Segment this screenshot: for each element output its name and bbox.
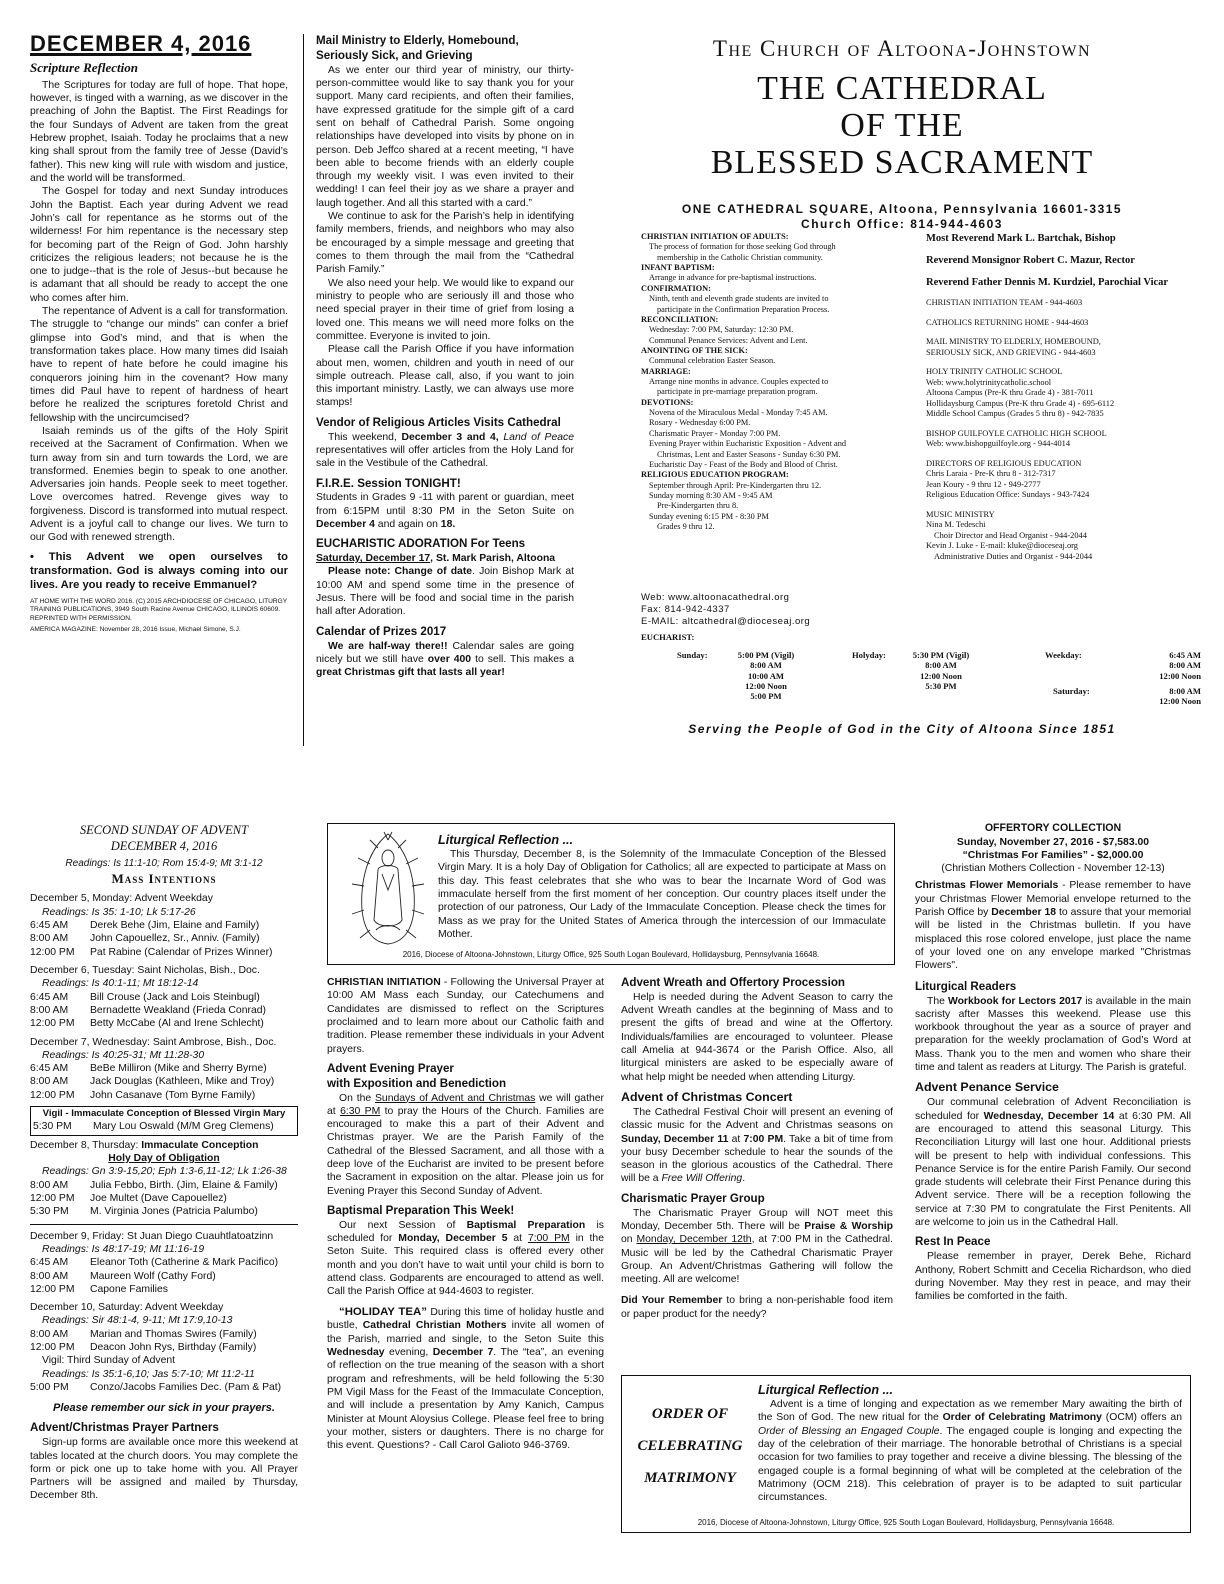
staff-group — [926, 367, 1196, 420]
sacrament-heading: RECONCILIATION: — [641, 314, 719, 324]
third-sunday-label: Vigil: Third Sunday of Advent — [42, 1355, 176, 1367]
penance-text: Our communal celebration of Advent Reconciliation is scheduled for Wednesday, December 14 at 6:30 PM. All are encouraged to attend this seasonal Liturgy. This Reconciliation Liturgy will last one hour. Additional priests will be present to help with individual confessions. This Penance Service is for the entire Parish Family. Our second grade students will celebrate their First Penance during this Advent service. There will be a reception following the service at 7:30 PM to congratulate the First Penitents. All are welcome to join us in the Cathedral Hall. — [915, 1097, 1191, 1229]
mass-intentions-heading: Mass Intentions — [111, 870, 217, 886]
announcements-column-b — [621, 976, 893, 1321]
remember-sick: Please remember our sick in your prayers. — [53, 1402, 275, 1415]
mass-time: 5:30 PM (Vigil) — [912, 650, 970, 660]
sacrament-detail: Pre-Kindergarten thru 8. — [657, 501, 739, 511]
intention-time: 6:45 AM — [30, 1257, 69, 1269]
intention-time: 12:00 PM — [30, 1089, 75, 1101]
liturgical-reflection-content — [438, 832, 886, 941]
intention-readings: Readings: Is 35:1-6,10; Jas 5:7-10; Mt 11:2-11 — [42, 1368, 255, 1380]
intention-time: 8:00 AM — [30, 1076, 69, 1088]
intention-time: 6:45 AM — [30, 920, 69, 932]
readers-text: The Workbook for Lectors 2017 is available in the main sacristy after Masses this weekend. Please use this workbook throughout the year as a source of prayer and preparation for the weekly proclamation of God’s Word at Mass. Thank you to the men and women who share their time and talent as readers at Liturgy. The Parish is grateful. — [915, 995, 1191, 1074]
tagline: Serving the People of God in the City of Altoona Since 1851 — [688, 722, 1116, 736]
sacrament-detail: Eucharistic Day - Feast of the Body and Blood of Christ. — [649, 459, 838, 469]
liturgy-office-credit: 2016, Diocese of Altoona-Johnstown, Liturgy Office, 925 South Logan Boulevard, Hollidaysburg, Pennsylvania 16648. — [402, 950, 820, 959]
intention-readings: Readings: Is 48:17-19; Mt 11:16-19 — [42, 1243, 205, 1255]
intention-time: 12:00 PM — [30, 1283, 75, 1295]
staff-group — [926, 318, 1196, 329]
immaculate-day: December 8, Thursday: Immaculate Conception — [30, 1139, 259, 1151]
staff-detail: Administrative Duties and Organist - 944-2044 — [934, 551, 1093, 561]
staff-group — [926, 298, 1196, 309]
intention-name: Julia Febbo, Birth. (Jim, Elaine & Family) — [90, 1179, 278, 1191]
intention-day: December 5, Monday: Advent Weekday — [30, 893, 213, 905]
sunday-label: Sunday: — [677, 650, 708, 660]
sacrament-heading: RELIGIOUS EDUCATION PROGRAM: — [641, 470, 789, 480]
staff-detail: Choir Director and Head Organist - 944-2044 — [934, 530, 1087, 540]
email-link[interactable]: E-MAIL: altcathedral@dioceseaj.org — [641, 616, 811, 628]
church-name: The Church of Altoona-Johnstown — [712, 36, 1092, 61]
scripture-paragraph: The repentance of Advent is a call for transformation. The struggle to “change our minds” can confer a brief glimpse into God’s mind, and that is when the transformation takes place. How many times did Isaiah have to repent of hate before he could imagine his conquerors joining him in the covenant? How many times did Paul have to repent of hardness of heart before he realized the scriptures foretold Christ and fellowship with the uncircumcised? — [30, 306, 288, 424]
intention-row — [30, 1341, 298, 1354]
intention-row — [30, 932, 298, 945]
masthead — [604, 34, 1200, 232]
church-office-phone: Church Office: 814-944-4603 — [801, 216, 1003, 231]
staff-detail: Web: www.bishopguilfoyle.org - 944-4014 — [926, 439, 1071, 449]
staff-list — [926, 298, 1196, 562]
sacrament-detail: participate in pre-marriage preparation program. — [657, 387, 818, 397]
baptism-title: Baptismal Preparation This Week! — [327, 1204, 515, 1218]
sacrament-detail: Communal Penance Services: Advent and Lent. — [649, 335, 808, 345]
staff-detail: Nina M. Tedeschi — [926, 520, 986, 530]
mass-time: 12:00 Noon — [920, 670, 962, 681]
weekday-times — [1111, 650, 1201, 681]
mail-ministry-text: We continue to ask for the Parish’s help in identifying family members, friends, and neighbors who may also be encouraged by a simple message and greeting that comes to them through the mail from the “Cathedral Parish Family.” — [316, 211, 574, 276]
baptism-text: Our next Session of Baptismal Preparation is scheduled for Monday, December 5 at 7:00 PM in the Seton Suite. This required class is offered every other month and you don’t have to wait until your child is born to attend class. Godparents are encouraged to attend as well. Call the Parish Office at 944-4603 to register. — [327, 1219, 604, 1298]
intention-readings: Readings: Gn 3:9-15,20; Eph 1:3-6,11-12; Lk 1:26-38 — [42, 1166, 287, 1178]
vendor-text: This weekend, December 3 and 4, Land of Peace representatives will offer articles from the Holy Land for sale in the Vestibule of the Cathedral. — [316, 431, 574, 470]
sacrament-detail: Novena of the Miraculous Medal - Monday 7:45 AM. — [649, 408, 828, 418]
sacrament-detail: Communal celebration Easter Season. — [649, 356, 776, 366]
intention-row — [30, 1270, 298, 1283]
clergy-bishop: Most Reverend Mark L. Bartchak, Bishop — [926, 233, 1116, 244]
mass-time: 12:00 Noon — [1159, 670, 1201, 681]
staff-detail: Altoona Campus (Pre-K thru Grade 4) - 381-7011 — [926, 388, 1094, 398]
staff-detail: SERIOUSLY SICK, AND GRIEVING - 944-4603 — [926, 347, 1096, 357]
fax-number: Fax: 814-942-4337 — [641, 604, 730, 616]
church-address: ONE CATHEDRAL SQUARE, Altoona, Pennsylvania 16601-3315 — [681, 201, 1123, 216]
intention-day: December 7, Wednesday: Saint Ambrose, Bish., Doc. — [30, 1036, 277, 1048]
intention-row — [30, 1256, 298, 1269]
vendor-title: Vendor of Religious Articles Visits Cathedral — [316, 415, 561, 429]
intention-list — [30, 1230, 298, 1355]
sacrament-detail: participate in the Confirmation Preparation Process. — [657, 304, 830, 314]
sacrament-detail: Grades 9 thru 12. — [657, 522, 715, 532]
intention-name: Maureen Wolf (Cathy Ford) — [90, 1270, 216, 1282]
matrimony-reflection-box — [621, 1375, 1191, 1533]
sunday-date: DECEMBER 4, 2016 — [110, 839, 218, 853]
matrimony-reflection-title: Liturgical Reflection ... — [758, 1383, 894, 1397]
intention-name: Joe Multet (Dave Capouellez) — [90, 1192, 227, 1204]
intention-row — [30, 1328, 298, 1341]
holy-day-obligation: Holy Day of Obligation — [108, 1153, 220, 1164]
intention-time: 5:30 PM — [30, 1206, 69, 1218]
sacraments-list — [641, 232, 911, 532]
wreath-title: Advent Wreath and Offertory Procession — [621, 976, 845, 989]
intention-row — [30, 1075, 298, 1088]
intention-name: M. Virginia Jones (Patricia Palumbo) — [90, 1206, 258, 1218]
sacrament-heading: ANOINTING OF THE SICK: — [641, 345, 748, 355]
mail-ministry-text: As we enter our third year of ministry, our thirty-person-committee would like to say thank you for your support. Many card recipients, and often their families, have expressed gratitude for the simple gift of a card sent on behalf of Cathedral Parish. Some ongoing relationships have developed into visits by phone on in person. Deb Jeffco shared at a recent meeting, “I have been able to become friends with an elderly couple through my weekly visit. I was even invited to their wedding! I can feel their joy as we share a prayer and laugh together. And all this started with a card.” — [316, 64, 574, 209]
intention-name: Pat Rabine (Calendar of Prizes Winner) — [90, 946, 273, 958]
mail-ministry-text: Please call the Parish Office if you have information about men, women, children and youth in need of our simple outreach. Please call, also, if you want to join this important ministry. Lastly, we can always use more stamps! — [316, 344, 574, 409]
intention-readings: Readings: Sir 48:1-4, 9-11; Mt 17:9,10-13 — [42, 1315, 233, 1327]
intention-readings: Readings: Is 40:25-31; Mt 11:28-30 — [42, 1049, 205, 1061]
mass-time: 12:00 Noon — [745, 680, 787, 691]
rip-text: Please remember in prayer, Derek Behe, Richard Anthony, Robert Schmitt and Cecelia Richardson, who died during November. May they rest in peace, and may their families be comforted in the faith. — [915, 1251, 1191, 1303]
offertory-note: (Christian Mothers Collection - November 12-13) — [941, 863, 1165, 875]
liturgical-reflection-text: This Thursday, December 8, is the Solemnity of the Immaculate Conception of the Blessed Virgin Mary. It is a holy Day of Obligation for Catholics; all are expected to participate at Mass on this day. This feast celebrates that she who was to bear the Incarnate Word of God was immaculate herself from the first moment of her conception. Our country places itself under the protection of our patroness, Our Lady of the Immaculate Conception. Please check the times for Mass as we pray for the United States of America through the intercession of our Immaculate Mother. — [438, 849, 886, 940]
sacrament-detail: Rosary - Wednesday 6:00 PM. — [649, 418, 751, 428]
rip-title: Rest In Peace — [915, 1235, 991, 1249]
sacrament-detail: Arrange nine months in advance. Couples expected to — [649, 377, 829, 387]
intention-time: 12:00 PM — [30, 1018, 75, 1030]
fire-title: F.I.R.E. Session TONIGHT! — [316, 476, 461, 490]
saturday-label: Saturday: — [1053, 686, 1090, 696]
staff-heading: CATHOLICS RETURNING HOME - 944-4603 — [926, 317, 1089, 327]
sacrament-detail: Sunday morning 8:30 AM - 9:45 AM — [649, 490, 773, 500]
intention-list — [30, 892, 298, 1102]
mail-ministry-title: Mail Ministry to Elderly, Homebound, Seriously Sick, and Grieving — [316, 34, 519, 62]
intention-time: 6:45 AM — [30, 1063, 69, 1075]
intention-row — [30, 919, 298, 932]
sacrament-heading: CHRISTIAN INITIATION OF ADULTS: — [641, 232, 789, 241]
intention-name: Betty McCabe (Al and Irene Schlecht) — [90, 1018, 264, 1030]
announcements-column-a — [327, 976, 604, 1452]
intention-time: 6:45 AM — [30, 991, 69, 1003]
staff-detail: Religious Education Office: Sundays - 943-7424 — [926, 490, 1090, 500]
sacrament-detail: Ninth, tenth and eleventh grade students are invited to — [649, 294, 829, 304]
clergy-rector: Reverend Monsignor Robert C. Mazur, Rector — [926, 255, 1135, 267]
staff-detail: Web: www.holytrinitycatholic.school — [926, 377, 1052, 387]
liturgical-reflection-box — [327, 823, 895, 965]
adoration-title: EUCHARISTIC ADORATION For Teens — [316, 537, 526, 551]
intention-name: Eleanor Toth (Catherine & Mark Pacifico) — [90, 1257, 279, 1269]
contact-info — [641, 592, 921, 628]
cathedral-title: THE CATHEDRAL — [757, 70, 1047, 108]
intention-time: 8:00 AM — [30, 1328, 69, 1340]
intention-row — [30, 1089, 298, 1102]
staff-heading: MAIL MINISTRY TO ELDERLY, HOMEBOUND, — [926, 337, 1101, 347]
intention-time: 12:00 PM — [30, 946, 75, 958]
our-lady-of-guadalupe-icon — [348, 830, 428, 948]
intention-row — [30, 1062, 298, 1075]
saturday-times — [1111, 686, 1201, 707]
sacrament-detail: Christmas, Lent and Easter Seasons - Sunday 6:30 PM. — [657, 449, 841, 459]
mass-intentions — [30, 822, 298, 1503]
intention-row — [30, 1192, 298, 1205]
vigil-title: Vigil - Immaculate Conception of Blessed Virgin Mary — [42, 1108, 286, 1120]
sacrament-detail: Arrange in advance for pre-baptismal instructions. — [649, 273, 817, 283]
mass-time: 8:00 AM — [1169, 660, 1201, 671]
intention-name: Deacon John Rys, Birthday (Family) — [90, 1342, 257, 1354]
evening-prayer-title: Advent Evening Prayer — [327, 1061, 454, 1075]
food-drive-text: Did Your Remember to bring a non-perishable food item or paper product for the needy? — [621, 1295, 893, 1320]
intention-time: 8:00 AM — [30, 933, 69, 945]
intention-name: John Capouellez, Sr., Anniv. (Family) — [90, 933, 260, 945]
mass-time: 5:00 PM — [750, 691, 782, 702]
liturgical-reflection-title: Liturgical Reflection ... — [438, 833, 574, 847]
sacrament-detail: September through April: Pre-Kindergarten thru 12. — [649, 480, 822, 490]
staff-detail: Jean Koury - 9 thru 12 - 949-2777 — [926, 479, 1041, 489]
scripture-credit: AT HOME WITH THE WORD 2016. (C) 2015 ARCHDIOCESE OF CHICAGO, LITURGY TRAINING PUBLICATIONS, 3949 South Racine Avenue CHICAGO, ILLINOIS 60609. REPRINTED WITH PERMISSION. — [30, 597, 288, 622]
intention-row: 5:30 PM Mary Lou Oswald (M/M Greg Clemens) — [33, 1121, 274, 1133]
staff-heading: HOLY TRINITY CATHOLIC SCHOOL — [926, 367, 1063, 377]
intention-name: Derek Behe (Jim, Elaine and Family) — [90, 920, 260, 932]
mass-time: 8:00 AM — [1169, 686, 1201, 696]
charismatic-title: Charismatic Prayer Group — [621, 1191, 765, 1205]
intention-row — [30, 1179, 298, 1192]
scripture-paragraph: The Scriptures for today are full of hope. That hope, however, is tinged with a warning, as we discover in the preaching of John the Baptist. The First Readings for the four Sundays of Advent are taken from the great Hebrew prophet, Isaiah. Today he proclaims that a new king shall sprout from the family tree of Jesse (David’s father). This new king will rule with wisdom and justice, and the world will be transformed. — [30, 79, 288, 184]
sacrament-heading: INFANT BAPTISM: — [641, 263, 715, 273]
scripture-callout: • This Advent we open ourselves to transformation. God is always coming into our lives. Are you ready to receive Emmanuel? — [30, 550, 288, 592]
intention-name: Marian and Thomas Swires (Family) — [90, 1328, 257, 1340]
sacrament-detail: membership in the Catholic Christian community. — [657, 252, 823, 262]
sacrament-detail: Charismatic Prayer - Monday 7:00 PM. — [649, 428, 781, 438]
eucharist-schedule — [641, 632, 1201, 707]
intention-time: 12:00 PM — [30, 1192, 75, 1204]
weekday-label: Weekday: — [1045, 650, 1082, 660]
sacrament-heading: DEVOTIONS: — [641, 397, 694, 407]
scripture-paragraph: Isaiah reminds us of the gifts of the Holy Spirit received at the Sacrament of Confirmation. When we turn away from sin and turn towards the Lord, we are transformed. Enemies begin to speak to one another. Adversaries join hands. People seek to meet together. Love overcomes hatred. Revenge gives way to forgiveness. Discord is transformed into mutual respect. Advent is a joyful call to change our lives. We turn to our God with renewed strength. — [30, 425, 288, 544]
clergy-vicar: Reverend Father Dennis M. Kurdziel, Parochial Vicar — [926, 277, 1169, 289]
scripture-heading: Scripture Reflection — [30, 60, 138, 76]
mail-ministry-text: We also need your help. We would like to expand our ministry to people who are seriously ill and those who need special prayer in their time of grief from losing a loved one. This means we will need more folks on the committee. Everyone is invited to join. — [316, 277, 574, 342]
penance-title: Advent Penance Service — [915, 1080, 1059, 1095]
staff-group — [926, 337, 1196, 358]
intention-day: December 6, Tuesday: Saint Nicholas, Bish., Doc. — [30, 964, 260, 976]
staff-group — [926, 459, 1196, 501]
intention-row — [30, 991, 298, 1004]
cathedral-title: BLESSED SACRAMENT — [710, 143, 1094, 181]
intention-name: Jack Douglas (Kathleen, Mike and Troy) — [90, 1076, 275, 1088]
eucharist-label: EUCHARIST: — [641, 632, 695, 642]
sacrament-detail: Evening Prayer within Eucharistic Exposition - Advent and — [649, 439, 847, 449]
sacrament-detail: Sunday evening 6:15 PM - 8:30 PM — [649, 511, 769, 521]
offertory-christmas-families: “Christmas For Families” - $2,000.00 — [962, 849, 1144, 861]
sacrament-heading: MARRIAGE: — [641, 366, 691, 376]
intention-time: 12:00 PM — [30, 1342, 75, 1354]
intention-name: John Casanave (Tom Byrne Family) — [90, 1089, 256, 1101]
charismatic-text: The Charismatic Prayer Group will NOT meet this Monday, December 5th. There will be Praise & Worship on Monday, December 12th, at 7:00 PM in the Cathedral. Music will be led by the Cathedral Charismatic Prayer Group. An Advent/Christmas Gathering will follow the meeting. All are welcome! — [621, 1207, 893, 1286]
intention-rows — [30, 1179, 298, 1219]
liturgy-office-credit: 2016, Diocese of Altoona-Johnstown, Liturgy Office, 925 South Logan Boulevard, Hollidaysburg, Pennsylvania 16648. — [697, 1518, 1115, 1527]
staff-detail: Hollidaysburg Campus (Pre-K thru Grade 4) - 695-6112 — [926, 398, 1115, 408]
prayer-partners-text: Sign-up forms are available once more this weekend at tables located at the church doors. You may complete the form or pick one up to take home with you. All Prayer Partners will be assigned and mailed by Thursday, December 8th. — [30, 1437, 298, 1502]
adoration-date: Saturday, December 17, St. Mark Parish, Altoona — [316, 553, 556, 565]
issue-date: DECEMBER 4, 2016 — [30, 31, 252, 56]
intention-readings: Readings: Is 35: 1-10; Lk 5:17-26 — [42, 906, 196, 918]
staff-directory — [926, 232, 1196, 562]
cathedral-title: OF THE — [840, 107, 964, 145]
prizes-title: Calendar of Prizes 2017 — [316, 624, 447, 638]
intention-day: December 10, Saturday: Advent Weekday — [30, 1302, 224, 1314]
staff-heading: MUSIC MINISTRY — [926, 509, 995, 519]
sacrament-detail: The process of formation for those seeking God through — [649, 242, 836, 252]
intention-row — [30, 1017, 298, 1030]
prizes-text: We are half-way there!! Calendar sales are going nicely but we still have over 400 to sell. This makes a great Christmas gift that lasts all year! — [316, 640, 575, 679]
sunday-times — [721, 650, 811, 702]
news-column — [316, 34, 574, 679]
holyday-label: Holyday: — [852, 650, 886, 660]
website-link[interactable]: Web: www.altoonacathedral.org — [641, 592, 790, 603]
scripture-column — [30, 30, 288, 635]
fire-text: Students in Grades 9 -11 with parent or guardian, meet from 6:15PM until 8:30 PM in the Seton Suite on December 4 and again on 18. — [316, 492, 574, 530]
mass-time: 5:00 PM (Vigil) — [737, 650, 795, 660]
scripture-paragraph: The Gospel for today and next Sunday introduces John the Baptist. Each year during Advent we read John’s call for repentance as he storms out of the wilderness! For him repentance is the necessary step for becoming part of the Reign of God. John harshly criticizes the religious leaders; not because he is the one to judge--that is the role of Jesus--but because he is adamant that all should be ready to accept the one who comes after him. — [30, 186, 288, 304]
offertory-title: OFFERTORY COLLECTION — [984, 822, 1122, 834]
staff-detail: Chris Laraia - Pre-K thru 8 - 312-7317 — [926, 469, 1056, 479]
sacrament-heading: CONFIRMATION: — [641, 283, 711, 293]
staff-heading: DIRECTORS OF RELIGIOUS EDUCATION — [926, 458, 1082, 468]
matrimony-reflection-content — [758, 1382, 1182, 1505]
staff-detail: Kevin J. Luke - E-mail: kluke@dioceseaj.org — [926, 541, 1078, 551]
intention-name: BeBe Milliron (Mike and Sherry Byrne) — [90, 1063, 267, 1075]
prayer-partners-title: Advent/Christmas Prayer Partners — [30, 1421, 219, 1435]
intention-name: Bernadette Weakland (Frieda Conrad) — [90, 1004, 266, 1016]
matrimony-reflection-text: Advent is a time of longing and expectation as we remember Mary awaiting the birth of the Son of God. The new ritual for the Order of Celebrating Matrimony (OCM) offers an Order of Blessing an Engaged Couple. The engaged couple is longing and expecting the day of the celebration of their marriage. The honorable betrothal of Christians is a special occasion for two families to pray together and receive a divine blessing. The blessing of the engaged couple is a formal beginning of what will be completed at the celebration of the Matrimony (OCM 218). This celebration of prayer is to be adapted to suit particular circumstances. — [758, 1399, 1182, 1504]
offertory-sunday: Sunday, November 27, 2016 - $7,583.00 — [956, 836, 1150, 848]
intention-name: Bill Crouse (Jack and Lois Steinbugl) — [90, 991, 260, 1003]
staff-heading: CHRISTIAN INITIATION TEAM - 944-4603 — [926, 298, 1083, 308]
christian-initiation-text: CHRISTIAN INITIATION - Following the Universal Prayer at 10:00 AM Mass each Sunday, our Catechumens and Candidates are dismissed to reflect on the Scriptures proclaimed and to learn more about our Catholic faith and tradition. Please remember these individuals in your Advent prayers. — [327, 977, 604, 1055]
sacrament-detail: Wednesday: 7:00 PM, Saturday: 12:30 PM. — [649, 325, 794, 335]
intention-row — [30, 1004, 298, 1017]
column-rule — [303, 34, 304, 746]
staff-group — [926, 429, 1196, 450]
intention-name: Capone Families — [90, 1283, 168, 1295]
evening-prayer-subtitle: with Exposition and Benediction — [327, 1076, 507, 1090]
staff-detail: Middle School Campus (Grades 5 thru 8) - 942-7835 — [926, 409, 1104, 419]
mass-time: 10:00 AM — [747, 670, 785, 681]
vigil-box — [30, 1106, 298, 1136]
intention-time: 8:00 AM — [30, 1270, 69, 1282]
intention-row — [30, 1205, 298, 1218]
readers-title: Liturgical Readers — [915, 979, 1017, 993]
flowers-text: Christmas Flower Memorials - Please remember to have your Christmas Flower Memorial envelope returned to the Parish Office by December 18 to assure that your memorial will be listed in the Christmas bulletin. If you have misplaced this rose colored envelope, just place the name of your loved one on any envelope marked "Christmas Flowers". — [915, 880, 1192, 972]
mass-time: 8:00 AM — [750, 660, 782, 671]
staff-heading: BISHOP GUILFOYLE CATHOLIC HIGH SCHOOL — [926, 428, 1107, 438]
ocm-side-title: ORDER OF CELEBRATING MATRIMONY — [637, 1406, 743, 1486]
holiday-tea-text: “HOLIDAY TEA” During this time of holiday hustle and bustle, Cathedral Christian Mothers invite all women of the Parish, married and single, to the Seton Suite this Wednesday evening, December 7. The “tea”, an evening of reflection on the true meaning of the season with a short program and refreshments, will be held following the 5:30 PM Vigil Mass for the Feast of the Immaculate Conception, and will include a presentation by Amy Kanich, Campus Minister at Mount Aloysius College. Please feel free to bring your mother, sisters or daughters. There is no charge for this event. Questions? - Call Carol Galioto 946-3769. — [327, 1305, 604, 1452]
mass-time: 12:00 Noon — [1159, 696, 1201, 707]
intention-row: 5:00 PM Conzo/Jacobs Families Dec. (Pam & Pat) — [30, 1382, 282, 1393]
adoration-text: Please note: Change of date. Join Bishop Mark at 10:00 AM and spend some time in the presence of Jesus. There will be food and social time in the parish hall after Adoration. — [316, 566, 574, 618]
sunday-title: SECOND SUNDAY OF ADVENT — [79, 823, 249, 837]
mass-time: 5:30 PM — [925, 680, 957, 691]
mass-time: 6:45 AM — [1169, 650, 1201, 660]
staff-group — [926, 510, 1196, 563]
intention-time: 8:00 AM — [30, 1004, 69, 1016]
holyday-times — [896, 650, 986, 691]
mass-time: 8:00 AM — [925, 660, 957, 671]
intention-time: 8:00 AM — [30, 1179, 69, 1191]
wreath-text: Help is needed during the Advent Season to carry the Advent Wreath candles at the beginning of Mass and to present the gifts of bread and wine at the Offertory. Individuals/families are encouraged to volunteer. Please call Amelia at 944-3674 or the Parish Office. Also, all liturgical ministers are asked to be especially aware of what help might be needed when attending Liturgy. — [621, 991, 893, 1083]
intention-row — [30, 1283, 298, 1296]
announcements-column-right — [915, 822, 1191, 1303]
concert-text: The Cathedral Festival Choir will present an evening of classic music for the Advent and Christmas seasons on Sunday, December 11 at 7:00 PM. Take a bit of time from your busy December schedule to hear the sounds of the season in the glorious acoustics of the Cathedral. There will be a Free Will Offering. — [621, 1106, 893, 1185]
scripture-credit: AMERICA MAGAZINE: November 28, 2016 Issue, Michael Simone, S.J. — [30, 626, 241, 634]
evening-prayer-text: On the Sundays of Advent and Christmas we will gather at 6:30 PM to pray the Hours of the Church. Families are encouraged to make this a part of their Advent and Christmas prayer. We are the Parish Family of the Cathedral of the Blessed Sacrament, and all those with a deep love of the Eucharist are invited to be present before the Sacrament in exposition on the altar. Please join us for Evening Prayer this Second Sunday of Advent. — [327, 1092, 604, 1197]
intention-readings: Readings: Is 40:1-11; Mt 18:12-14 — [42, 978, 199, 990]
intention-day: December 9, Friday: St Juan Diego Cuauhtlatoatzinn — [30, 1230, 274, 1242]
sunday-readings: Readings: Is 11:1-10; Rom 15:4-9; Mt 3:1-12 — [65, 858, 263, 869]
concert-title: Advent of Christmas Concert — [621, 1090, 793, 1105]
intention-row — [30, 946, 298, 959]
